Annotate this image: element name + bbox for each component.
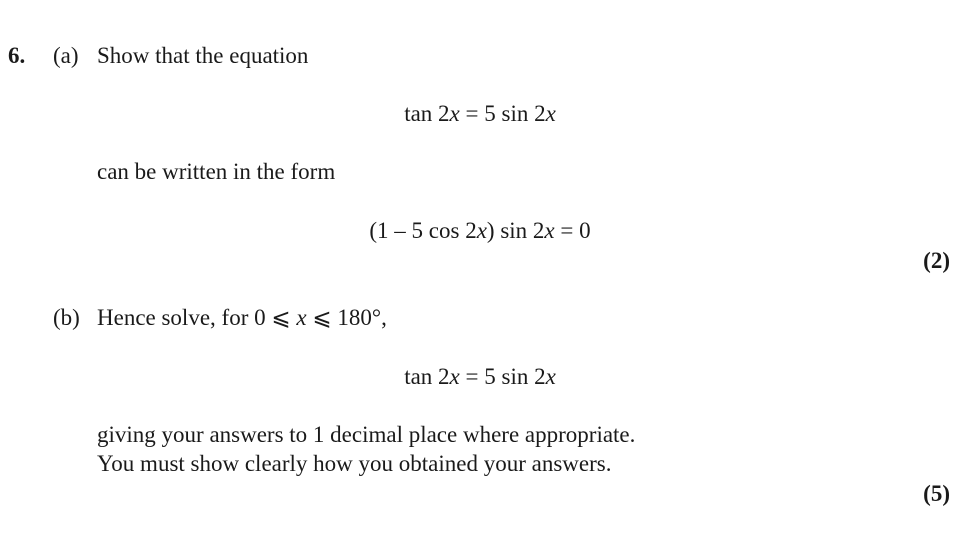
part-a-target-form: (1 – 5 cos 2x) sin 2x = 0 [369, 218, 591, 243]
part-a-marks: (2) [923, 248, 950, 273]
part-b-intro: Hence solve, for 0 ⩽ x ⩽ 180°, [97, 305, 387, 330]
question-number: 6. [8, 43, 26, 68]
part-a-equation: tan 2x = 5 sin 2x [404, 101, 556, 126]
part-b-equation: tan 2x = 5 sin 2x [404, 364, 556, 389]
part-b-instruction-1: giving your answers to 1 decimal place where appropriate. [97, 422, 636, 447]
part-b-instruction-2: You must show clearly how you obtained your answers. [97, 451, 612, 476]
part-b-label: (b) [53, 305, 80, 330]
part-a-label: (a) [53, 43, 79, 68]
part-a-middle-text: can be written in the form [97, 159, 336, 184]
part-b-marks: (5) [923, 481, 950, 506]
part-a-intro: Show that the equation [97, 43, 309, 68]
